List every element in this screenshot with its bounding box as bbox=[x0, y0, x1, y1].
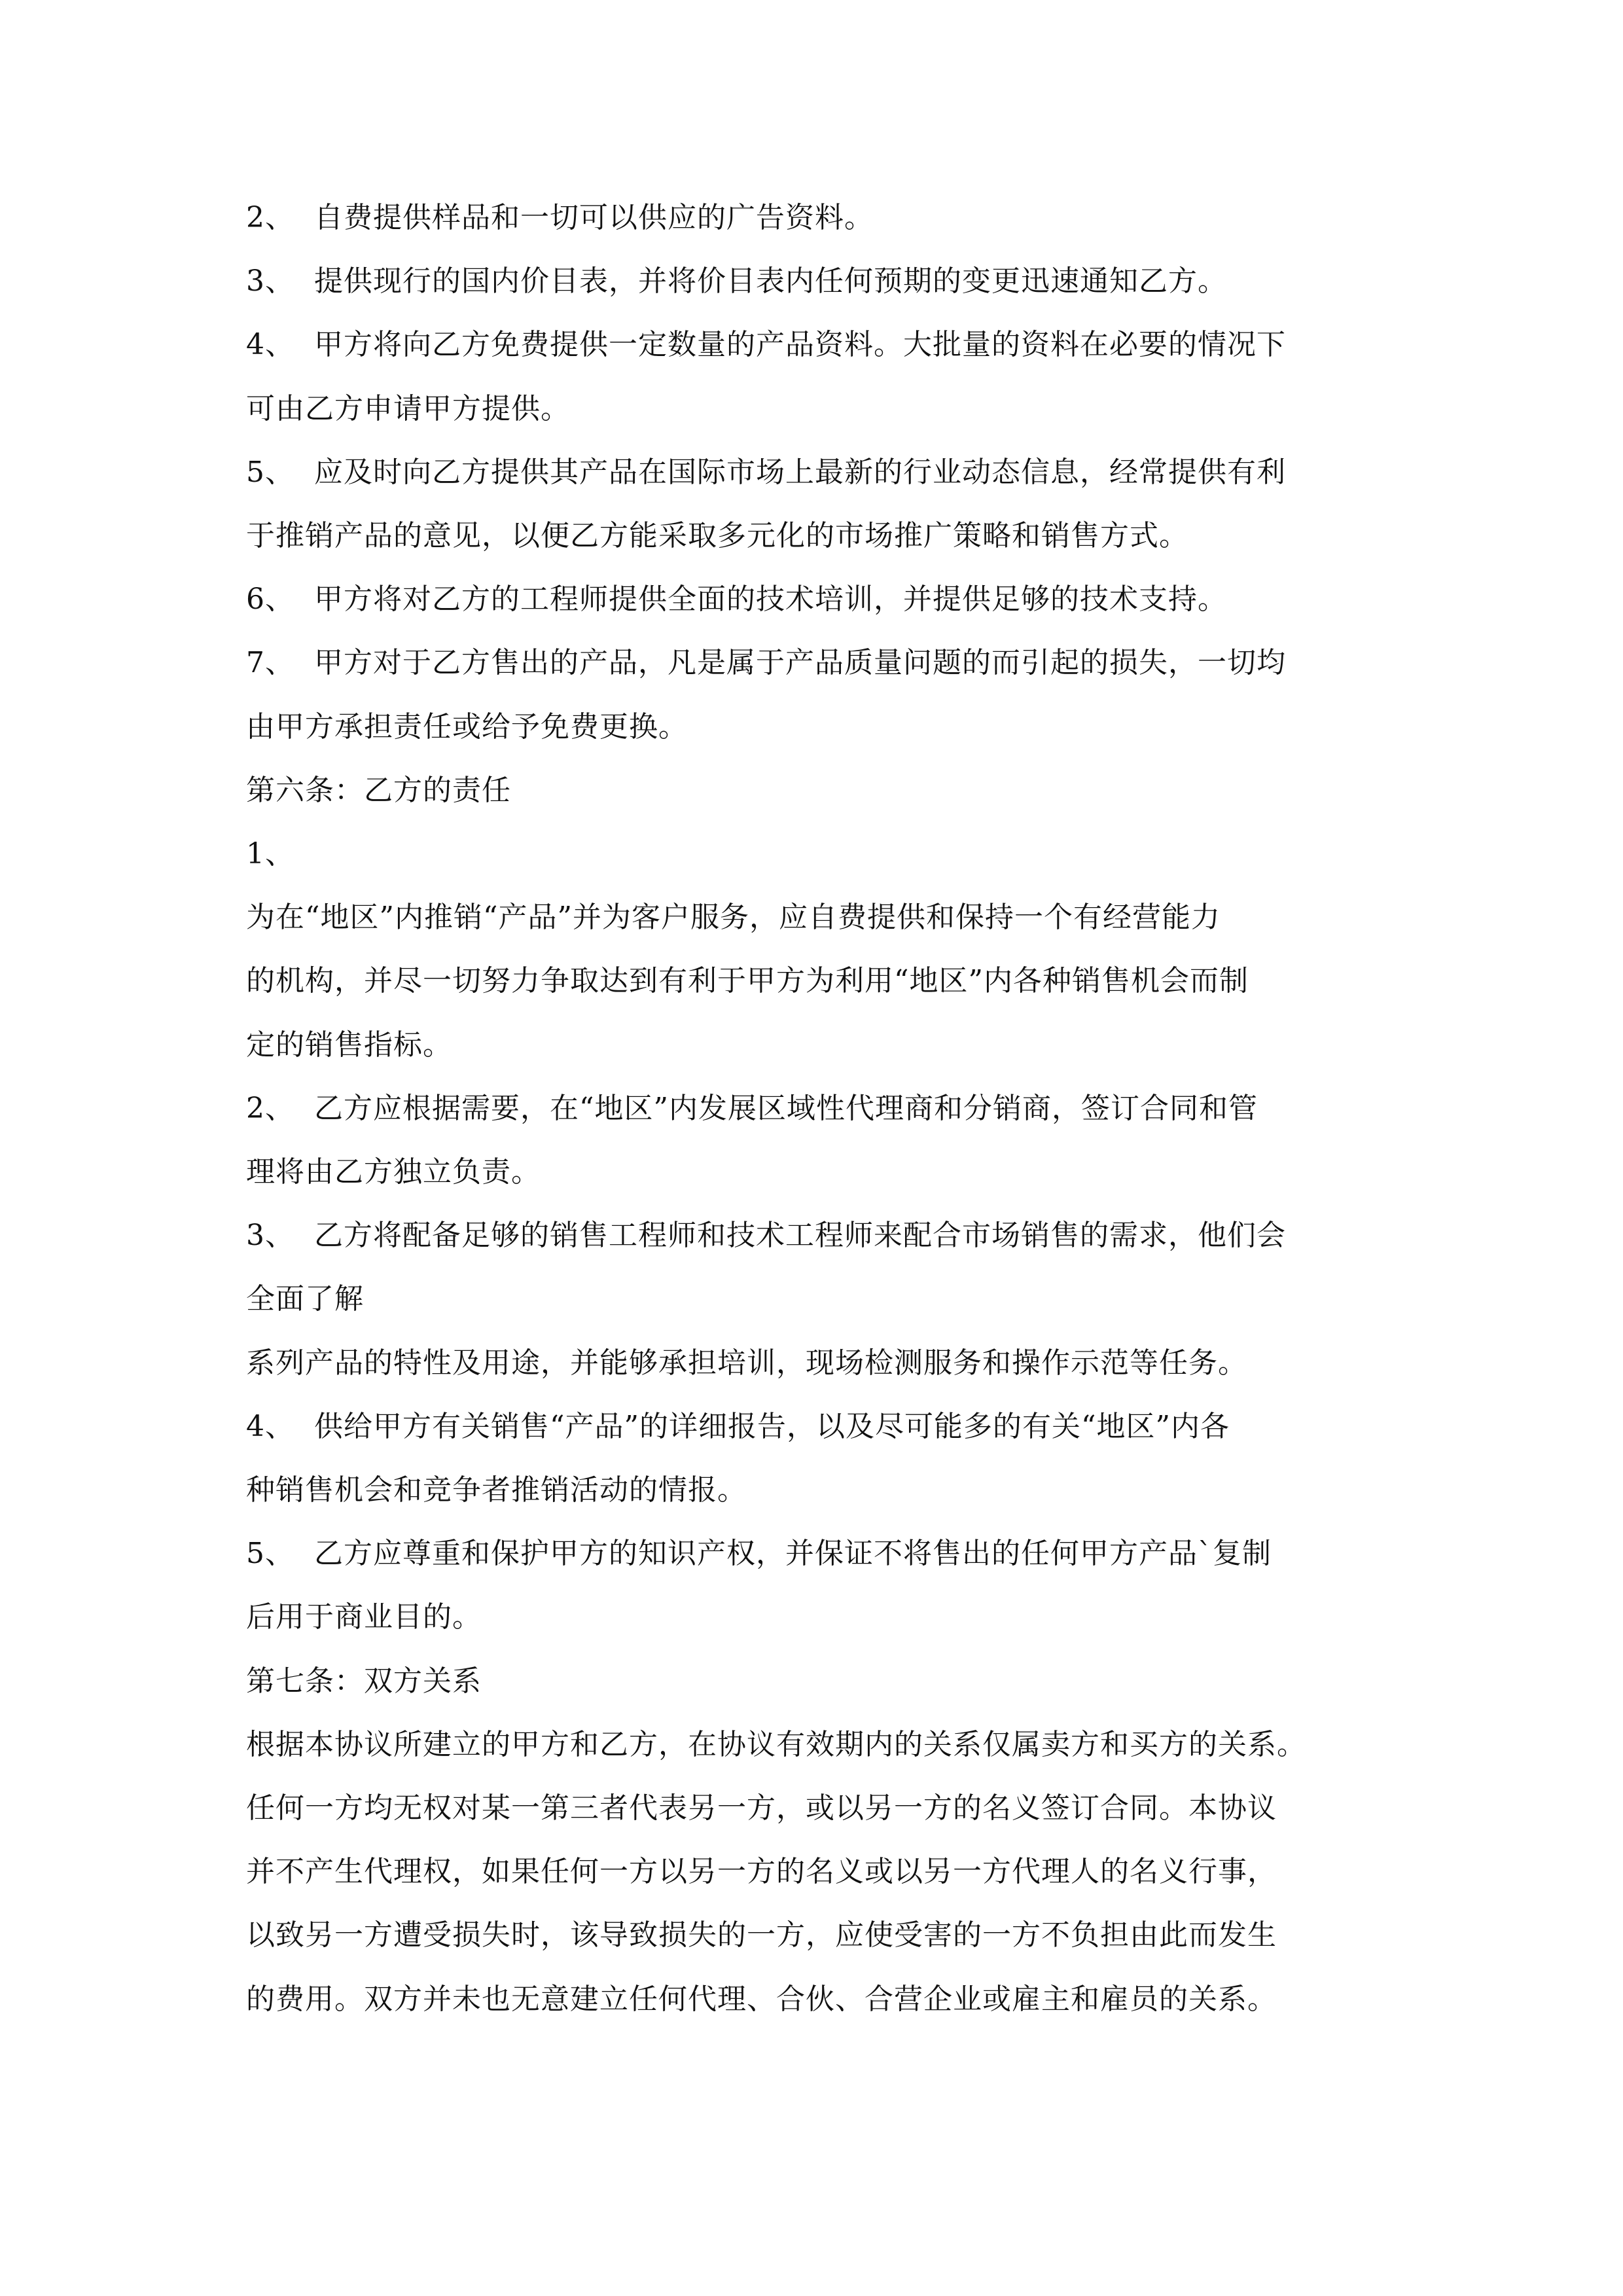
clause-text: 理将由乙方独立负责。 bbox=[246, 1155, 541, 1189]
clause-text: 的机构，并尽一切努力争取达到有利于甲方为利用“地区”内各种销售机会而制 bbox=[246, 964, 1249, 997]
continuation-line bbox=[246, 1153, 541, 1192]
paragraph-line bbox=[246, 1852, 1277, 1892]
clause-number: 2、 bbox=[246, 1092, 294, 1125]
clause-number: 4、 bbox=[246, 1410, 294, 1443]
clause-text: 甲方对于乙方售出的产品，凡是属于产品质量问题的而引起的损失，一切均 bbox=[314, 646, 1286, 679]
clause-number: 5、 bbox=[246, 456, 294, 489]
continuation-line bbox=[246, 898, 1221, 937]
paragraph-text: 任何一方均无权对某一第三者代表另一方，或以另一方的名义签订合同。本协议 bbox=[246, 1791, 1277, 1825]
paragraph-text: 并不产生代理权，如果任何一方以另一方的名义或以另一方代理人的名义行事， bbox=[246, 1855, 1277, 1888]
clause-text: 乙方将配备足够的销售工程师和技术工程师来配合市场销售的需求，他们会 bbox=[314, 1219, 1286, 1252]
clause-text: 全面了解 bbox=[246, 1282, 364, 1316]
clause-line bbox=[246, 834, 314, 874]
clause-text: 乙方应根据需要，在“地区”内发展区域性代理商和分销商，签订合同和管 bbox=[314, 1092, 1258, 1125]
paragraph-text: 的费用。双方并未也无意建立任何代理、合伙、合营企业或雇主和雇员的关系。 bbox=[246, 1982, 1277, 2016]
clause-number: 6、 bbox=[246, 583, 294, 616]
clause-line bbox=[246, 262, 1227, 301]
clause-line bbox=[246, 1534, 1272, 1573]
clause-number: 4、 bbox=[246, 328, 294, 361]
section-heading bbox=[246, 1662, 482, 1701]
clause-text: 提供现行的国内价目表，并将价目表内任何预期的变更迅速通知乙方。 bbox=[314, 264, 1227, 298]
section-heading-text: 第七条：双方关系 bbox=[246, 1664, 482, 1698]
clause-line bbox=[246, 1089, 1258, 1128]
clause-line bbox=[246, 198, 874, 238]
paragraph-text: 根据本协议所建立的甲方和乙方，在协议有效期内的关系仅属卖方和买方的关系。 bbox=[246, 1728, 1306, 1761]
clause-text: 自费提供样品和一切可以供应的广告资料。 bbox=[314, 201, 874, 234]
continuation-line bbox=[246, 1344, 1247, 1383]
clause-text: 甲方将对乙方的工程师提供全面的技术培训，并提供足够的技术支持。 bbox=[314, 583, 1227, 616]
clause-text: 乙方应尊重和保护甲方的知识产权，并保证不将售出的任何甲方产品`复制 bbox=[314, 1537, 1272, 1570]
section-heading bbox=[246, 771, 511, 810]
paragraph-line bbox=[246, 1980, 1277, 2019]
clause-text: 可由乙方申请甲方提供。 bbox=[246, 392, 570, 425]
paragraph-line bbox=[246, 1725, 1306, 1765]
clause-text: 于推销产品的意见，以便乙方能采取多元化的市场推广策略和销售方式。 bbox=[246, 519, 1188, 552]
continuation-line bbox=[246, 1471, 747, 1510]
paragraph-line bbox=[246, 1789, 1277, 1828]
clause-text: 应及时向乙方提供其产品在国际市场上最新的行业动态信息，经常提供有利 bbox=[314, 456, 1286, 489]
section-heading-text: 第六条：乙方的责任 bbox=[246, 774, 511, 807]
continuation-line bbox=[246, 516, 1188, 556]
clause-number: 3、 bbox=[246, 264, 294, 298]
clause-text: 为在“地区”内推销“产品”并为客户服务，应自费提供和保持一个有经营能力 bbox=[246, 901, 1221, 934]
clause-line bbox=[246, 453, 1286, 492]
clause-number: 1、 bbox=[246, 837, 294, 870]
paragraph-line bbox=[246, 1916, 1277, 1955]
clause-number: 2、 bbox=[246, 201, 294, 234]
clause-text: 供给甲方有关销售“产品”的详细报告，以及尽可能多的有关“地区”内各 bbox=[314, 1410, 1230, 1443]
clause-number: 7、 bbox=[246, 646, 294, 679]
paragraph-text: 以致另一方遭受损失时，该导致损失的一方，应使受害的一方不负担由此而发生 bbox=[246, 1918, 1277, 1952]
clause-line bbox=[246, 1407, 1230, 1446]
continuation-line bbox=[246, 1598, 482, 1637]
clause-text: 后用于商业目的。 bbox=[246, 1600, 482, 1634]
clause-number: 5、 bbox=[246, 1537, 294, 1570]
continuation-line bbox=[246, 389, 570, 429]
clause-text: 甲方将向乙方免费提供一定数量的产品资料。大批量的资料在必要的情况下 bbox=[314, 328, 1286, 361]
clause-text: 由甲方承担责任或给予免费更换。 bbox=[246, 710, 688, 744]
continuation-line bbox=[246, 1280, 364, 1319]
clause-text: 系列产品的特性及用途，并能够承担培训，现场检测服务和操作示范等任务。 bbox=[246, 1346, 1247, 1380]
clause-line bbox=[246, 1216, 1286, 1255]
continuation-line bbox=[246, 1026, 452, 1065]
clause-line bbox=[246, 325, 1286, 365]
clause-line bbox=[246, 580, 1227, 619]
continuation-line bbox=[246, 961, 1249, 1001]
clause-number: 3、 bbox=[246, 1219, 294, 1252]
clause-text: 种销售机会和竞争者推销活动的情报。 bbox=[246, 1473, 747, 1507]
continuation-line bbox=[246, 708, 688, 747]
clause-text: 定的销售指标。 bbox=[246, 1028, 452, 1062]
clause-line bbox=[246, 643, 1286, 683]
